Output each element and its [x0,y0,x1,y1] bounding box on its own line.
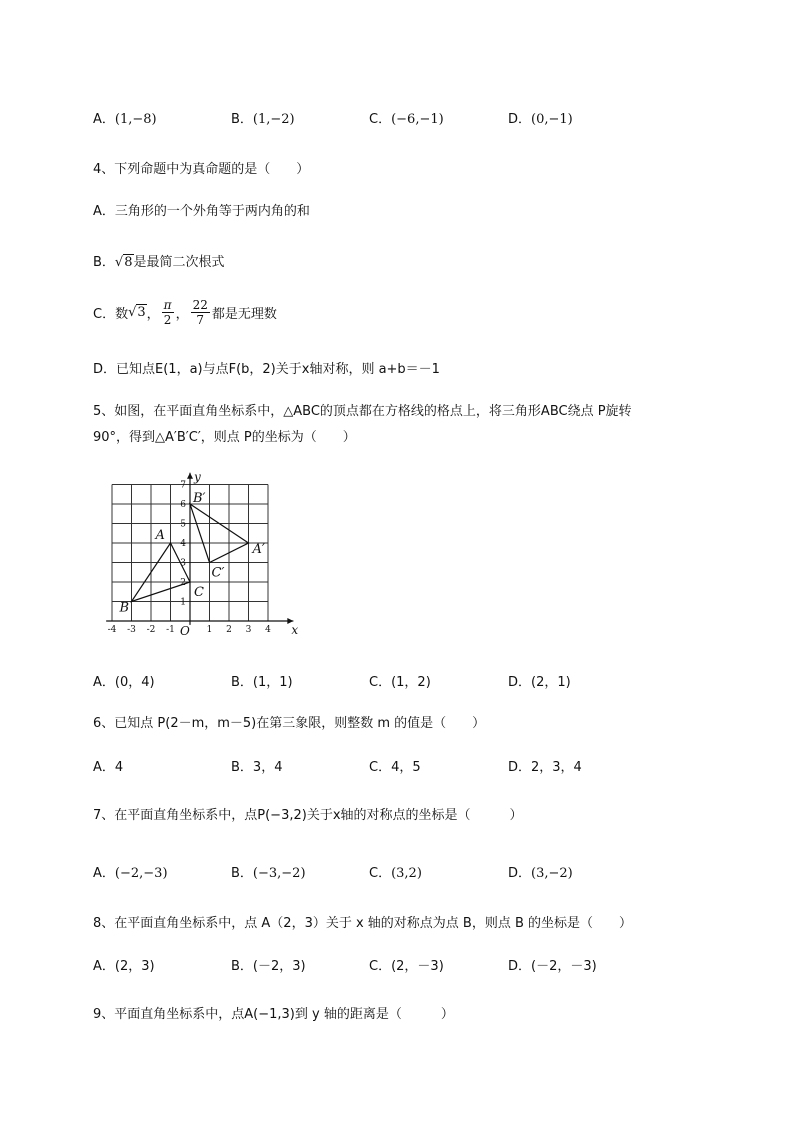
triangle-abc-prime [190,504,249,563]
question-9-stem: 9、平面直角坐标系中，点A(−1,3)到 y 轴的距离是（ ） [93,1007,454,1022]
y-tick-label: 4 [180,539,186,549]
y-tick-label: 3 [180,558,186,569]
y-tick-label: 6 [180,500,186,510]
option-c: C．4，5 [369,760,421,775]
sqrt-3: √3 [128,305,146,320]
question-7-stem: 7、在平面直角坐标系中，点P(−3,2)关于x轴的对称点的坐标是（ ） [93,808,523,823]
option-b: B．(－2，3) [231,959,306,974]
question-4-option-c: C．数√3， $\frac{\pi}{2}$ ， $\frac{22}{7}$ 都是无理数 [93,298,277,327]
question-8-stem: 8、在平面直角坐标系中，点 A（2，3）关于 x 轴的对称点为点 B，则点 B 的坐标是（ ） [93,916,633,931]
point-label: B′ [193,491,206,506]
option-b: B．3，4 [231,760,283,775]
option-d: D．(0,−1) [508,112,573,127]
origin-label: O [180,624,190,638]
point-label: B [119,600,130,616]
option-d: D．(2，1) [508,675,571,690]
sqrt-8: √8 [114,255,133,270]
option-a: A．(2，3) [93,959,155,974]
option-a: A．4 [93,760,124,775]
option-a: A．(−2,−3) [93,866,168,881]
x-tick-label: 1 [206,625,213,635]
question-5-stem-line-1: 5、如图，在平面直角坐标系中，△ABC的顶点都在方格线的格点上，将三角形ABC绕点 P旋转 [93,404,632,419]
point-label: A [155,528,165,543]
question-4-option-a: A．三角形的一个外角等于两内角的和 [93,204,310,219]
x-tick-label: -2 [146,625,156,635]
x-tick-label: -4 [107,625,117,635]
triangle-abc [132,543,191,602]
y-tick-label: 5 [180,519,186,530]
option-d: D．(－2，－3) [508,959,597,974]
x-tick-label: -1 [166,625,175,635]
option-c: C．(2，－3) [369,959,444,974]
question-5-stem-line-2: 90°，得到△A′B′C′，则点 P的坐标为（ ） [93,430,356,445]
option-c: C．(3,2) [369,866,422,881]
question-4-stem: 4、下列命题中为真命题的是（ ） [93,162,310,177]
option-d: D．(3,−2) [508,866,573,881]
x-tick-label: 2 [226,625,232,635]
question-4-option-d: D．已知点E(1，a)与点F(b，2)关于x轴对称，则 a+b＝－1 [93,362,440,377]
option-b: B．(−3,−2) [231,866,306,881]
question-6-stem: 6、已知点 P(2－m，m－5)在第三象限，则整数 m 的值是（ ） [93,716,486,731]
y-tick-label: 1 [180,597,186,608]
option-b: B．(1，1) [231,675,293,690]
option-b: B．(1,−2) [231,112,295,127]
y-axis-arrow [187,473,193,479]
coordinate-figure [100,463,300,643]
option-a: A．(1,−8) [93,112,157,127]
x-axis-label: x [291,623,299,637]
y-tick-label: 2 [180,578,186,588]
point-label: A′ [252,542,265,557]
option-c: C．(1，2) [369,675,431,690]
option-c: C．(−6,−1) [369,112,444,127]
y-axis-label: y [194,469,201,484]
fraction-pi-over-2: $\frac{\pi}{2}$ [163,298,172,327]
fraction-22-over-7: $\frac{22}{7}$ [192,298,208,327]
point-label: C′ [211,565,225,581]
point-label: C [194,585,204,600]
x-tick-label: -3 [127,625,136,635]
question-4-option-b: B．√8是最简二次根式 [93,255,225,270]
x-tick-label: 3 [245,625,252,635]
option-a: A．(0，4) [93,675,155,690]
x-tick-label: 4 [265,625,271,635]
option-d: D．2，3，4 [508,760,582,775]
y-tick-label: 7 [180,480,186,491]
